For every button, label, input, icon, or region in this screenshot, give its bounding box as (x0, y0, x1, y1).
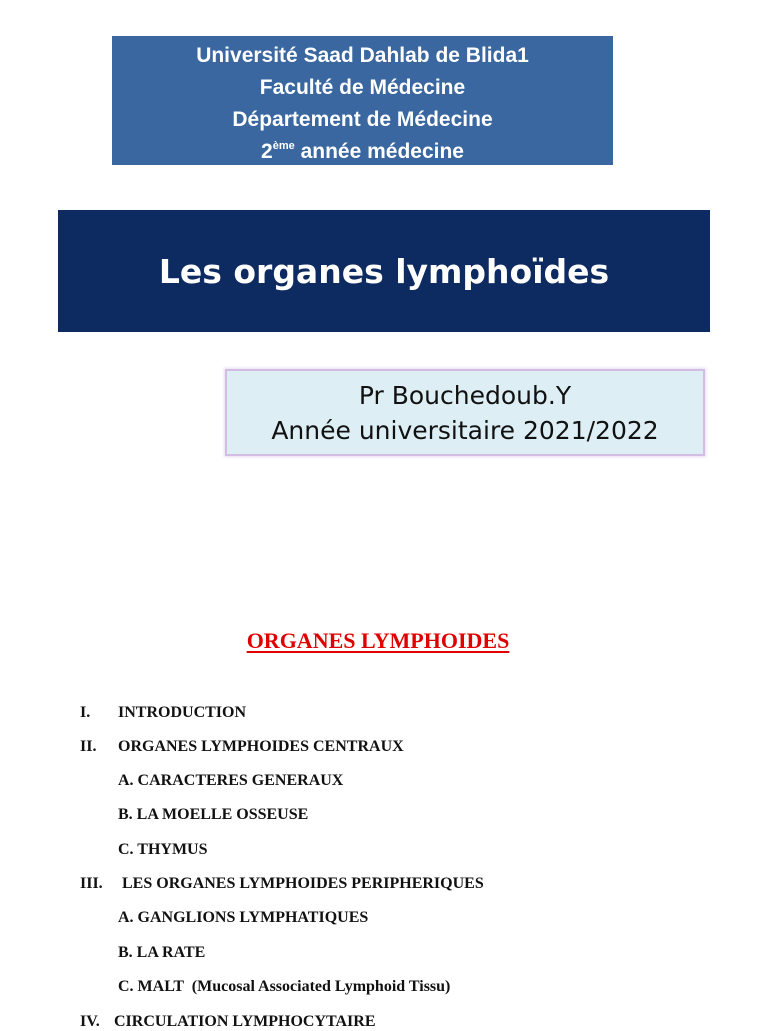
study-year-number: 2 (261, 140, 273, 163)
toc-item-label: A. CARACTERES GENERAUX (118, 772, 344, 789)
university-name: Université Saad Dahlab de Blida1 (196, 44, 529, 67)
toc-item-number: IV. (80, 1013, 100, 1030)
toc-item-label: B. LA MOELLE OSSEUSE (118, 806, 309, 823)
academic-year: Année universitaire 2021/2022 (271, 416, 659, 445)
toc-item-label: CIRCULATION LYMPHOCYTAIRE (114, 1013, 376, 1030)
toc-item-label: C. THYMUS (118, 841, 208, 858)
toc-item-number: III. (80, 875, 103, 892)
faculty-name: Faculté de Médecine (259, 76, 466, 99)
toc-item-number: I. (80, 704, 91, 721)
department-name: Département de Médecine (232, 108, 493, 131)
study-year-superscript: ème (272, 140, 295, 152)
toc-item-label: ORGANES LYMPHOIDES CENTRAUX (118, 738, 404, 755)
author-name: Pr Bouchedoub.Y (358, 381, 572, 410)
toc-item-label: A. GANGLIONS LYMPHATIQUES (118, 909, 369, 926)
toc-item-label: INTRODUCTION (118, 704, 247, 721)
study-year (112, 136, 613, 168)
title-band (58, 210, 710, 332)
toc-item-label: C. MALT (Mucosal Associated Lymphoid Tissu) (118, 978, 451, 995)
toc-item-number: II. (80, 738, 97, 755)
toc-item-label: LES ORGANES LYMPHOIDES PERIPHERIQUES (122, 875, 484, 892)
toc-heading: ORGANES LYMPHOIDES (246, 628, 510, 653)
study-year-rest: année médecine (294, 140, 464, 163)
university-header (112, 36, 613, 165)
document-title: Les organes lymphoïdes (158, 251, 610, 291)
author-box (225, 369, 705, 456)
toc-item-label: B. LA RATE (118, 944, 206, 961)
